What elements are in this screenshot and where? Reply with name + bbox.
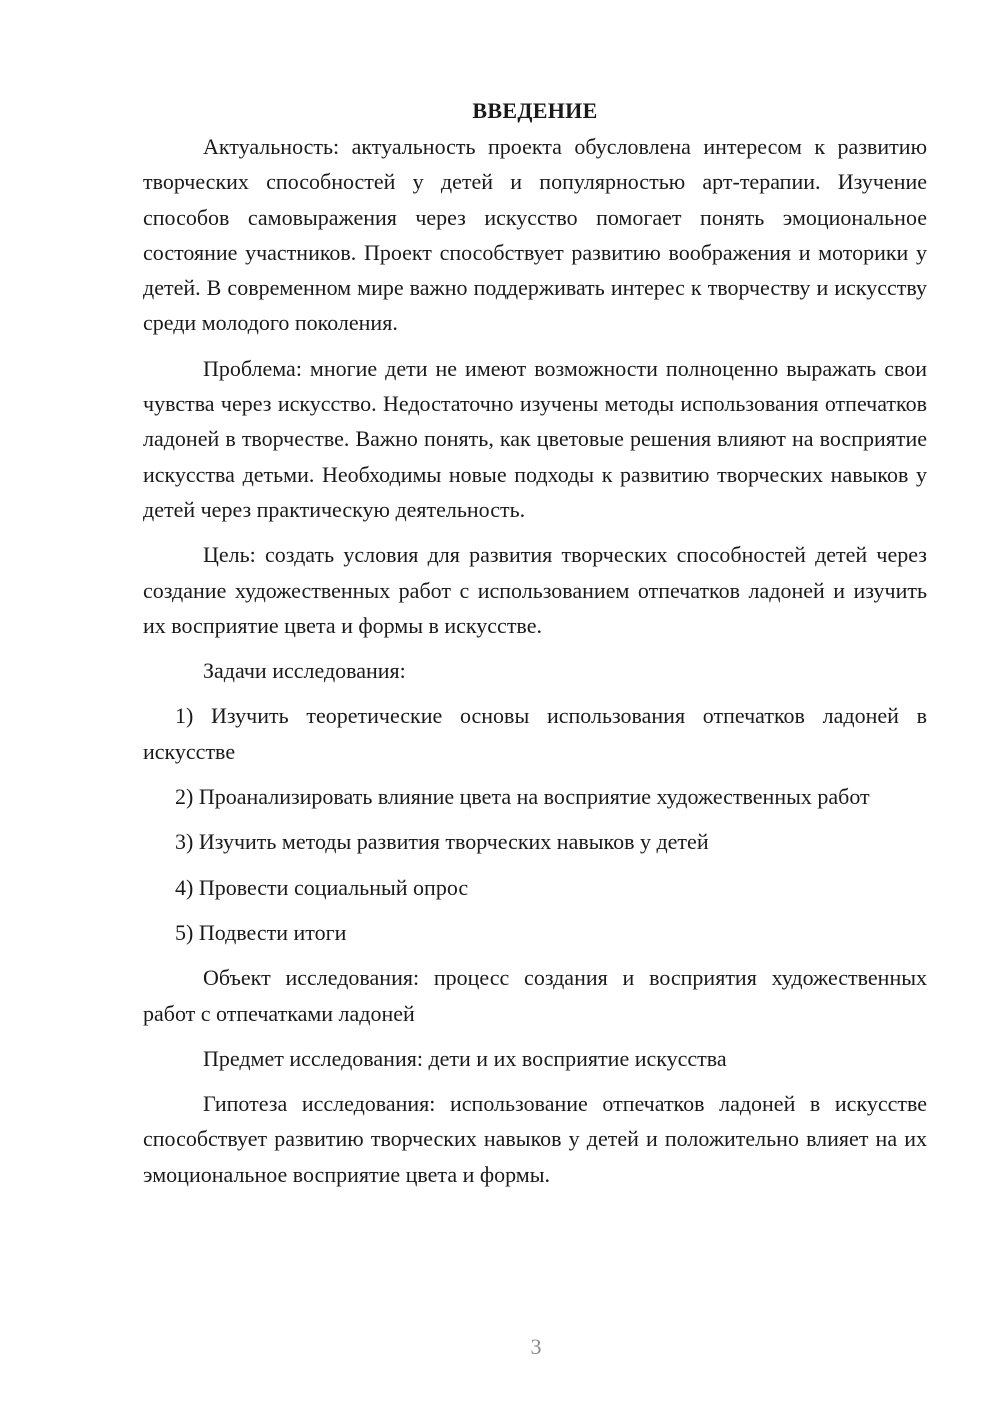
object-paragraph: Объект исследования: процесс создания и восприятия художественных работ с отпечатками ладоней	[143, 965, 927, 1026]
page-title: ВВЕДЕНИЕ	[472, 98, 598, 123]
task-item: 2) Проанализировать влияние цвета на восприятие художественных работ	[175, 784, 870, 810]
task-item: 3) Изучить методы развития творческих навыков у детей	[175, 829, 709, 855]
problem-paragraph: Проблема: многие дети не имеют возможности полноценно выражать свои чувства через искусство. Недостаточно изучены методы использования отпечатков ладоней в творчестве. Важно понять, как цветовые решения влияют на восприятие искусства детьми. Необходимы новые подходы к развитию творческих навыков у детей через практическую деятельность.	[143, 355, 927, 522]
task-item: 5) Подвести итоги	[175, 919, 347, 945]
document-page	[143, 96, 927, 1202]
subject-paragraph: Предмет исследования: дети и их восприятие искусства	[203, 1045, 727, 1071]
tasks-heading: Задачи исследования:	[203, 658, 406, 684]
task-item: 1) Изучить теоретические основы использования отпечатков ладоней в искусстве	[143, 703, 927, 764]
hypothesis-paragraph: Гипотеза исследования: использование отпечатков ладоней в искусстве способствует развитию творческих навыков у детей и положительно влияет на их эмоциональное восприятие цвета и формы.	[143, 1091, 927, 1187]
task-item: 4) Провести социальный опрос	[175, 874, 469, 900]
relevance-paragraph: Актуальность: актуальность проекта обусловлена интересом к развитию творческих способностей у детей и популярностью арт-терапии. Изучение способов самовыражения через искусство помогает понять эмоциональное состояние участников. Проект способствует развитию воображения и моторики у детей. В современном мире важно поддерживать интерес к творчеству и искусству среди молодого поколения.	[143, 134, 927, 336]
page-number: 3	[530, 1334, 542, 1359]
goal-paragraph: Цель: создать условия для развития творческих способностей детей через создание художественных работ с использованием отпечатков ладоней и изучить их восприятие цвета и формы в искусстве.	[143, 542, 927, 638]
